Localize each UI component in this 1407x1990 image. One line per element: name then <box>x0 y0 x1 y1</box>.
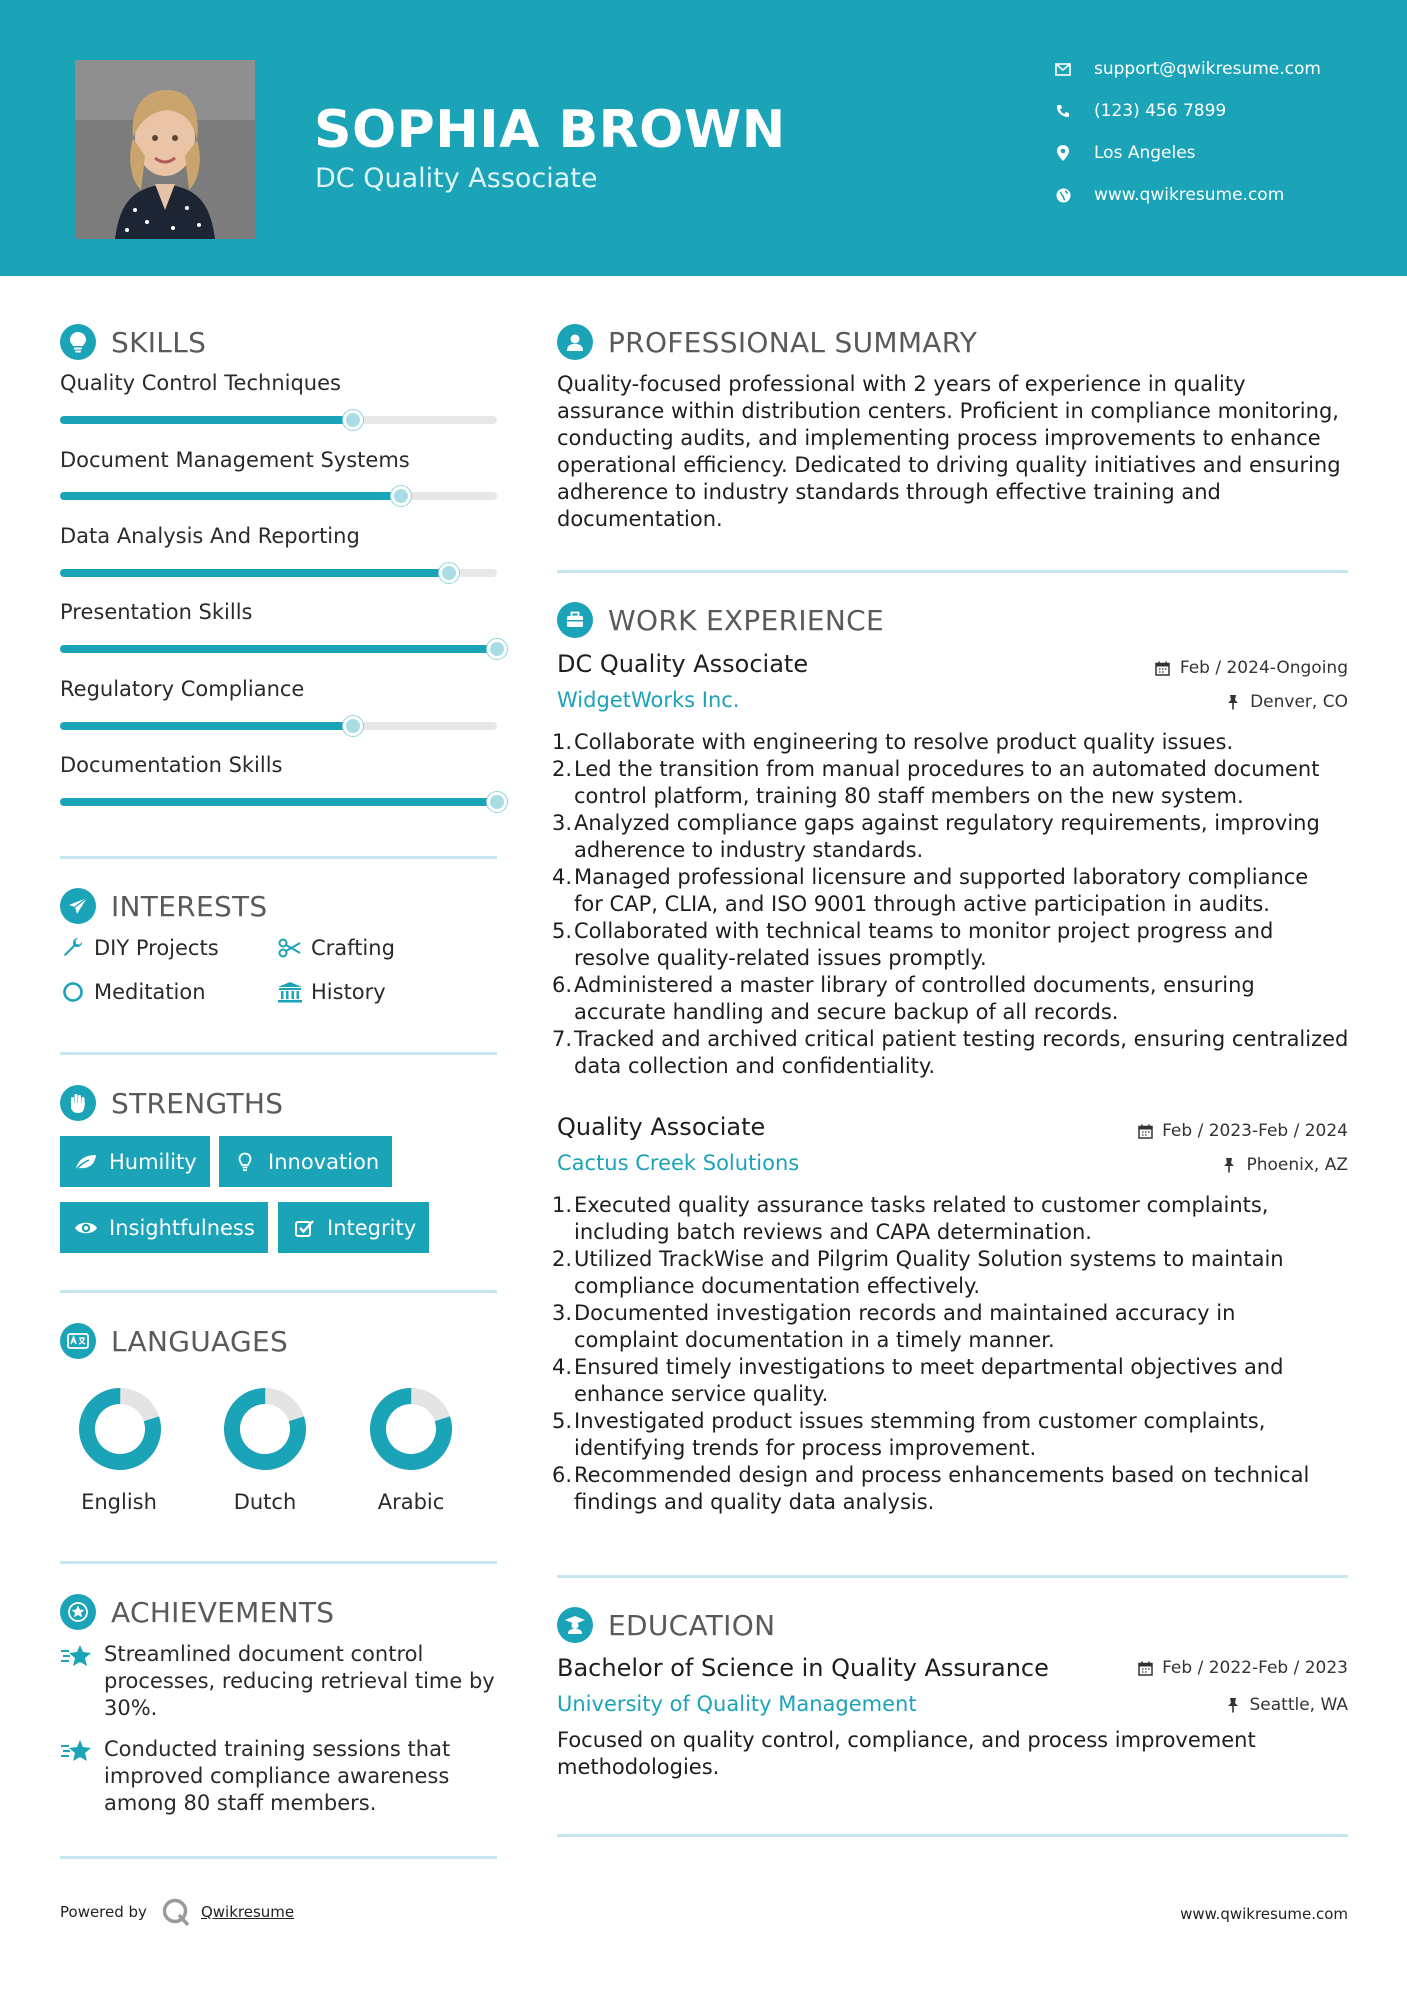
contact-website[interactable] <box>1052 185 1372 205</box>
skill-label: Documentation Skills <box>60 753 283 777</box>
skill-bar-fill <box>60 798 497 806</box>
job-bullet: 5. Investigated product issues stemming from customer complaints, identifying trends for process improvement. <box>552 1409 1266 1460</box>
job-bullets <box>552 729 1352 1080</box>
job-bullet: 2. Utilized TrackWise and Pilgrim Quality Solution systems to maintain compliance documentation effectively. <box>552 1247 1284 1298</box>
strengths-title: STRENGTHS <box>111 1086 284 1120</box>
summary-line: conducting audits, and implementing process improvements to enhance <box>557 426 1321 450</box>
job-date <box>1154 658 1348 678</box>
company-name: Cactus Creek Solutions <box>557 1151 800 1175</box>
section-divider <box>60 1052 497 1055</box>
skill-bar <box>60 569 497 577</box>
skill-bar-fill <box>60 569 449 577</box>
skills-title: SKILLS <box>111 325 207 359</box>
language-ring-arc <box>78 1387 161 1470</box>
achievement-text: 30%. <box>104 1696 158 1720</box>
lightbulb-icon <box>232 1151 258 1173</box>
globe-icon <box>1052 186 1074 204</box>
phone-icon <box>1052 102 1074 120</box>
summary-line: operational efficiency. Dedicated to driving quality initiatives and ensuring <box>557 453 1341 477</box>
hand-icon <box>60 1085 96 1121</box>
strength-tag <box>60 1202 268 1253</box>
skill-bar-knob <box>343 410 363 430</box>
languages-heading <box>60 1323 288 1359</box>
education-line: Focused on quality control, compliance, and process improvement <box>557 1728 1256 1752</box>
contact-email-text: support@qwikresume.com <box>1094 59 1321 79</box>
achievement-text: improved compliance awareness <box>104 1764 450 1788</box>
map-marker-icon <box>1052 144 1074 162</box>
achievement-text: processes, reducing retrieval time by <box>104 1669 495 1693</box>
calendar-icon <box>1136 1660 1154 1676</box>
strength-label: Integrity <box>327 1215 417 1240</box>
achievement-item <box>60 1641 500 1722</box>
education-title: EDUCATION <box>608 1608 776 1642</box>
language-label: Arabic <box>377 1490 445 1514</box>
company-name: WidgetWorks Inc. <box>557 688 740 712</box>
paper-plane-icon <box>60 888 96 924</box>
summary-line: adherence to industry standards through effective training and <box>557 480 1221 504</box>
strength-tag <box>60 1136 210 1187</box>
languages-title: LANGUAGES <box>111 1324 289 1358</box>
interest-label: History <box>311 980 386 1004</box>
circle-icon <box>60 981 86 1003</box>
interest-label: Crafting <box>311 936 395 960</box>
section-divider <box>60 1290 497 1293</box>
achievements-title: ACHIEVEMENTS <box>111 1595 335 1629</box>
language-ring-dutch <box>222 1386 308 1472</box>
skill-bar <box>60 798 497 806</box>
interest-item <box>277 980 386 1004</box>
job-bullet: 4. Managed professional licensure and supported laboratory compliance for CAP, CLIA, and ISO 9001 through active participation in audits. <box>552 865 1309 916</box>
summary-heading <box>557 324 977 360</box>
strength-label: Innovation <box>268 1149 380 1174</box>
shooting-star-icon <box>60 1738 96 1817</box>
leaf-icon <box>73 1151 99 1173</box>
envelope-icon <box>1052 60 1074 78</box>
job-bullet: 3. Documented investigation records and maintained accuracy in complaint documentation in a timely manner. <box>552 1301 1236 1352</box>
interest-label: DIY Projects <box>94 936 219 960</box>
pin-icon <box>1224 694 1242 710</box>
summary-line: assurance within distribution centers. Proficient in compliance monitoring, <box>557 399 1339 423</box>
skill-bar <box>60 645 497 653</box>
qwikresume-logo-icon <box>161 1897 191 1927</box>
section-divider <box>60 1856 497 1859</box>
skill-label: Quality Control Techniques <box>60 371 341 395</box>
strength-tag <box>219 1136 392 1187</box>
bank-icon <box>277 981 303 1003</box>
contact-location-text: Los Angeles <box>1094 143 1196 163</box>
wrench-icon <box>60 937 86 959</box>
skill-bar <box>60 416 497 424</box>
experience-title: WORK EXPERIENCE <box>608 603 884 637</box>
powered-by-text: Powered by <box>60 1903 147 1921</box>
summary-line: documentation. <box>557 507 723 531</box>
achievement-text: Streamlined document control <box>104 1642 424 1666</box>
education-location <box>1224 1695 1349 1715</box>
strengths-heading <box>60 1085 283 1121</box>
language-ring-arc <box>369 1387 452 1470</box>
skill-bar-fill <box>60 722 353 730</box>
job-date-text: Feb / 2024-Ongoing <box>1179 658 1348 678</box>
job-location <box>1220 1155 1348 1175</box>
contact-location <box>1052 143 1372 163</box>
footer-branding <box>60 1897 294 1927</box>
pin-icon <box>1220 1157 1238 1173</box>
education-heading <box>557 1607 775 1643</box>
summary-title: PROFESSIONAL SUMMARY <box>608 325 978 359</box>
skills-heading <box>60 324 206 360</box>
candidate-name: SOPHIA BROWN <box>314 100 786 160</box>
candidate-title: DC Quality Associate <box>315 163 598 194</box>
skill-bar-knob <box>391 486 411 506</box>
skill-bar-knob <box>487 639 507 659</box>
experience-heading <box>557 602 884 638</box>
interest-item <box>60 936 219 960</box>
section-divider <box>60 1561 497 1564</box>
footer-website[interactable]: www.qwikresume.com <box>1180 1905 1348 1923</box>
job-bullets <box>552 1192 1352 1516</box>
calendar-icon <box>1136 1123 1154 1139</box>
profile-photo <box>75 60 255 239</box>
lightbulb-icon <box>60 324 96 360</box>
contact-email[interactable] <box>1052 59 1372 79</box>
achievements-heading <box>60 1594 334 1630</box>
section-divider <box>557 570 1348 573</box>
skill-label: Presentation Skills <box>60 600 253 624</box>
contact-phone-text: (123) 456 7899 <box>1094 101 1227 121</box>
language-icon <box>60 1323 96 1359</box>
job-location-text: Denver, CO <box>1250 692 1348 712</box>
skill-bar-fill <box>60 416 353 424</box>
contact-phone[interactable] <box>1052 101 1372 121</box>
education-date <box>1136 1658 1348 1678</box>
job-date-text: Feb / 2023-Feb / 2024 <box>1162 1121 1348 1141</box>
shooting-star-icon <box>60 1643 96 1722</box>
language-label: English <box>81 1490 157 1514</box>
education-line: methodologies. <box>557 1755 720 1779</box>
language-ring-arc <box>223 1387 306 1470</box>
strength-tag <box>278 1202 429 1253</box>
section-divider <box>557 1575 1348 1578</box>
skill-bar <box>60 492 497 500</box>
skill-bar <box>60 722 497 730</box>
job-bullet: 6. Recommended design and process enhancements based on technical findings and quality data analysis. <box>552 1463 1310 1514</box>
job-bullet: 5. Collaborated with technical teams to monitor project progress and resolve quality-related issues promptly. <box>552 919 1274 970</box>
skill-bar-knob <box>439 563 459 583</box>
user-icon <box>557 324 593 360</box>
summary-text <box>557 371 1347 533</box>
achievement-text: Conducted training sessions that <box>104 1737 451 1761</box>
school-name: University of Quality Management <box>557 1692 917 1716</box>
scissors-icon <box>277 937 303 959</box>
achievement-text: among 80 staff members. <box>104 1791 377 1815</box>
job-location <box>1224 692 1348 712</box>
education-description <box>557 1727 1347 1781</box>
degree-title: Bachelor of Science in Quality Assurance <box>557 1654 1049 1682</box>
graduate-icon <box>557 1607 593 1643</box>
job-bullet: 4. Ensured timely investigations to meet departmental objectives and enhance service quality. <box>552 1355 1284 1406</box>
job-bullet: 3. Analyzed compliance gaps against regulatory requirements, improving adherence to industry standards. <box>552 811 1320 862</box>
language-ring-arabic <box>368 1386 454 1472</box>
briefcase-icon <box>557 602 593 638</box>
section-divider <box>557 1834 1348 1837</box>
section-divider <box>60 856 497 859</box>
achievement-item <box>60 1736 500 1817</box>
skill-bar-knob <box>487 792 507 812</box>
check-square-icon <box>291 1217 317 1239</box>
skill-label: Document Management Systems <box>60 448 410 472</box>
skill-bar-knob <box>343 716 363 736</box>
brand-link[interactable]: Qwikresume <box>200 1903 295 1921</box>
skill-bar-fill <box>60 645 497 653</box>
education-location-text: Seattle, WA <box>1249 1695 1348 1715</box>
job-bullet: 1. Executed quality assurance tasks related to customer complaints, including batch reviews and CAPA determination. <box>552 1193 1269 1244</box>
skill-bar-fill <box>60 492 401 500</box>
strength-label: Humility <box>109 1149 197 1174</box>
interest-item <box>277 936 395 960</box>
job-date <box>1136 1121 1348 1141</box>
language-label: Dutch <box>233 1490 297 1514</box>
job-title: Quality Associate <box>557 1113 766 1141</box>
calendar-icon <box>1154 660 1172 676</box>
job-bullet: 7. Tracked and archived critical patient testing records, ensuring centralized data collection and confidentiality. <box>552 1027 1349 1078</box>
skill-label: Data Analysis And Reporting <box>60 524 360 548</box>
job-bullet: 6. Administered a master library of controlled documents, ensuring accurate handling and secure backup of all records. <box>552 973 1255 1024</box>
pin-icon <box>1224 1697 1242 1713</box>
job-bullet: 2. Led the transition from manual procedures to an automated document control platform, training 80 staff members on the new system. <box>552 757 1320 808</box>
job-bullet: 1. Collaborate with engineering to resolve product quality issues. <box>552 730 1234 754</box>
job-location-text: Phoenix, AZ <box>1246 1155 1348 1175</box>
interests-heading <box>60 888 268 924</box>
resume-header <box>0 0 1407 276</box>
summary-line: Quality-focused professional with 2 years of experience in quality <box>557 372 1246 396</box>
job-title: DC Quality Associate <box>557 650 809 678</box>
interest-item <box>60 980 206 1004</box>
eye-icon <box>73 1217 99 1239</box>
strength-label: Insightfulness <box>109 1215 255 1240</box>
education-date-text: Feb / 2022-Feb / 2023 <box>1162 1658 1348 1678</box>
skill-label: Regulatory Compliance <box>60 677 305 701</box>
interests-title: INTERESTS <box>111 889 268 923</box>
interest-label: Meditation <box>94 980 206 1004</box>
language-ring-english <box>77 1386 163 1472</box>
star-badge-icon <box>60 1594 96 1630</box>
contact-website-text: www.qwikresume.com <box>1094 185 1285 205</box>
